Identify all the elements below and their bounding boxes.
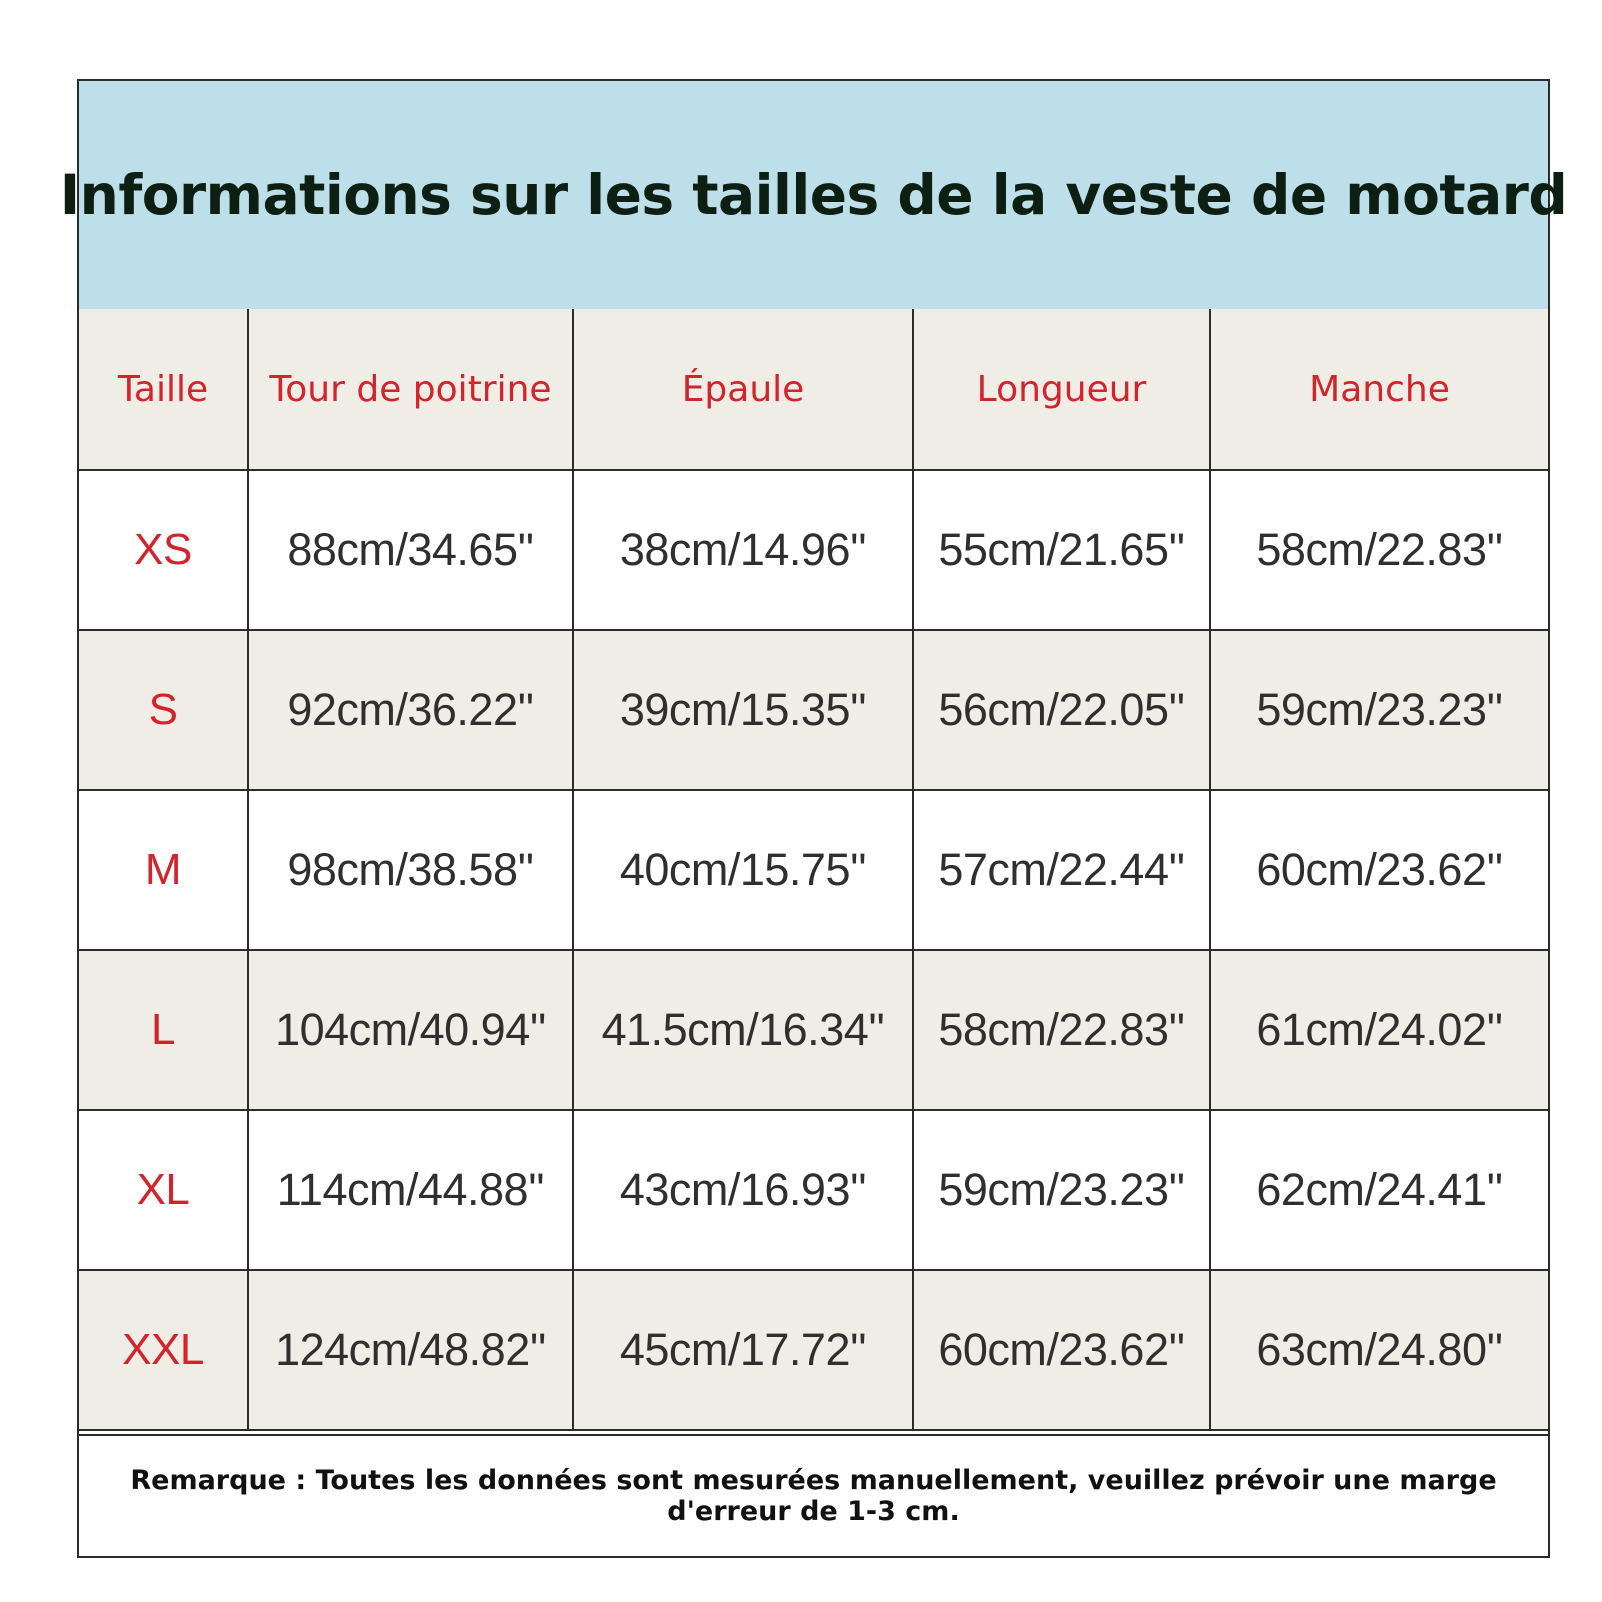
chest-cell: 88cm/34.65'' [248,470,573,630]
sleeve-cell: 59cm/23.23'' [1210,630,1548,790]
length-cell: 57cm/22.44'' [913,790,1210,950]
shoulder-cell: 40cm/15.75'' [573,790,913,950]
table-row [79,630,1548,790]
table-row [79,950,1548,1110]
shoulder-cell: 41.5cm/16.34'' [573,950,913,1110]
header-sleeve: Manche [1210,309,1548,470]
header-row [79,309,1548,470]
table-row [79,470,1548,630]
length-cell: 55cm/21.65'' [913,470,1210,630]
table-row [79,790,1548,950]
chest-cell: 92cm/36.22'' [248,630,573,790]
table-row [79,1270,1548,1430]
shoulder-cell: 43cm/16.93'' [573,1110,913,1270]
length-cell: 56cm/22.05'' [913,630,1210,790]
chart-title: Informations sur les tailles de la veste de motard [59,163,1568,227]
chest-cell: 98cm/38.58'' [248,790,573,950]
size-chart [59,79,1568,1558]
length-cell: 59cm/23.23'' [913,1110,1210,1270]
length-cell: 60cm/23.62'' [913,1270,1210,1430]
chest-cell: 114cm/44.88'' [248,1110,573,1270]
header-size: Taille [79,309,248,470]
header-length: Longueur [913,309,1210,470]
sleeve-cell: 58cm/22.83'' [1210,470,1548,630]
size-cell: XL [79,1110,248,1270]
size-cell: M [79,790,248,950]
size-cell: XXL [79,1270,248,1430]
title-band [59,81,1568,311]
sleeve-cell: 62cm/24.41'' [1210,1110,1548,1270]
table-row [79,1110,1548,1270]
length-cell: 58cm/22.83'' [913,950,1210,1110]
size-cell: XS [79,470,248,630]
header-chest: Tour de poitrine [248,309,573,470]
shoulder-cell: 39cm/15.35'' [573,630,913,790]
sleeve-cell: 63cm/24.80'' [1210,1270,1548,1430]
shoulder-cell: 38cm/14.96'' [573,470,913,630]
size-cell: L [79,950,248,1110]
shoulder-cell: 45cm/17.72'' [573,1270,913,1430]
chest-cell: 104cm/40.94'' [248,950,573,1110]
chest-cell: 124cm/48.82'' [248,1270,573,1430]
header-shoulder: Épaule [573,309,913,470]
sleeve-cell: 60cm/23.62'' [1210,790,1548,950]
size-table [79,309,1548,1431]
measurement-note: Remarque : Toutes les données sont mesurées manuellement, veuillez prévoir une marge d'erreur de 1-3 cm. [79,1434,1548,1556]
size-cell: S [79,630,248,790]
sleeve-cell: 61cm/24.02'' [1210,950,1548,1110]
